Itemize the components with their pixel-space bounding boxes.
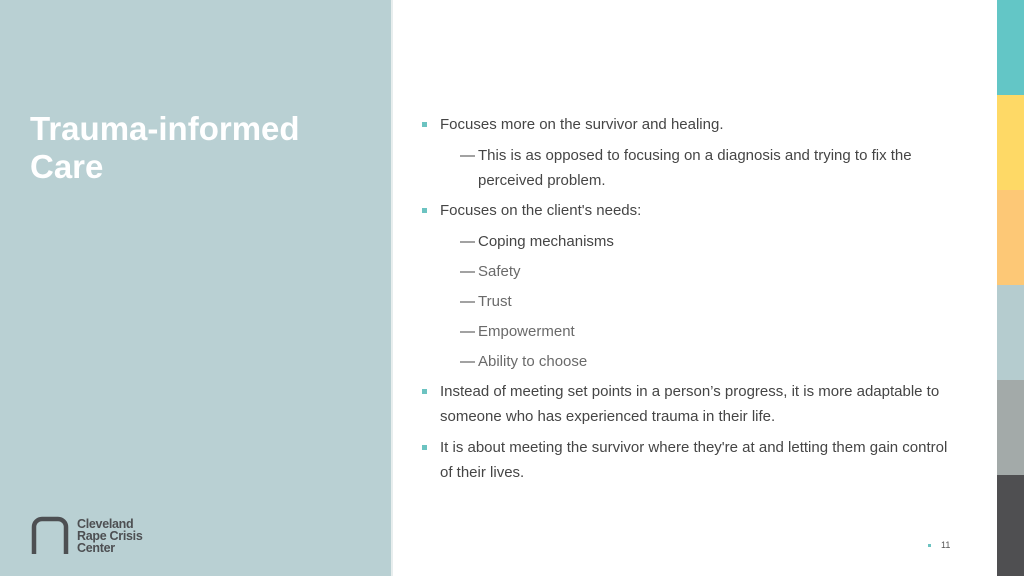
dash-icon: — [460, 353, 475, 370]
color-bar-1 [997, 0, 1024, 95]
title-line-1: Trauma-informed [30, 110, 300, 147]
bullet-item [418, 198, 963, 223]
page-number [928, 540, 950, 550]
bullet-item [418, 379, 963, 429]
bullet-square-icon [422, 445, 427, 450]
color-bar-5 [997, 380, 1024, 475]
panel-divider [391, 0, 393, 576]
organization-logo [30, 515, 142, 555]
slide-title [30, 110, 370, 186]
bullet-text: It is about meeting the survivor where they're at and letting them gain control of their lives. [440, 439, 948, 481]
sub-bullet-item [418, 319, 963, 344]
bullet-item [418, 112, 963, 137]
sub-bullet-text: Coping mechanisms [478, 233, 614, 250]
dash-icon: — [460, 147, 475, 164]
dash-icon: — [460, 293, 475, 310]
sub-bullet-item [418, 289, 963, 314]
sub-bullet-text: Ability to choose [478, 353, 588, 370]
sub-bullet-item [418, 229, 963, 254]
dash-icon: — [460, 233, 475, 250]
sub-bullet-item [418, 259, 963, 284]
logo-arch-icon [30, 515, 70, 555]
color-bar-3 [997, 190, 1024, 285]
left-panel [0, 0, 391, 576]
dash-icon: — [460, 263, 475, 280]
bullet-square-icon [422, 389, 427, 394]
sub-bullet-text: This is as opposed to focusing on a diagnosis and trying to fix the perceived problem. [478, 147, 912, 189]
logo-line-2: Rape Crisis [77, 529, 143, 543]
sub-bullet-text: Empowerment [478, 323, 575, 340]
color-bar-6 [997, 475, 1024, 576]
logo-line-3: Center [77, 541, 115, 555]
title-line-2: Care [30, 148, 104, 185]
bullet-text: Focuses more on the survivor and healing. [440, 116, 724, 133]
slide-content [418, 112, 963, 491]
logo-text [77, 515, 142, 554]
bullet-item [418, 435, 963, 485]
color-bar-4 [997, 285, 1024, 380]
sub-bullet-text: Safety [478, 263, 521, 280]
sub-bullet-item [418, 349, 963, 374]
bullet-text: Instead of meeting set points in a person’s progress, it is more adaptable to someone who has experienced trauma in their life. [440, 383, 940, 425]
bullet-text: Focuses on the client's needs: [440, 202, 642, 219]
logo-line-1: Cleveland [77, 517, 134, 531]
bullet-square-icon [422, 208, 427, 213]
page-number-text: 11 [941, 540, 951, 550]
dash-icon: — [460, 323, 475, 340]
sub-bullet-item [418, 143, 948, 193]
page-marker-icon [928, 544, 931, 547]
color-bar-2 [997, 95, 1024, 190]
sub-bullet-text: Trust [478, 293, 512, 310]
bullet-square-icon [422, 122, 427, 127]
